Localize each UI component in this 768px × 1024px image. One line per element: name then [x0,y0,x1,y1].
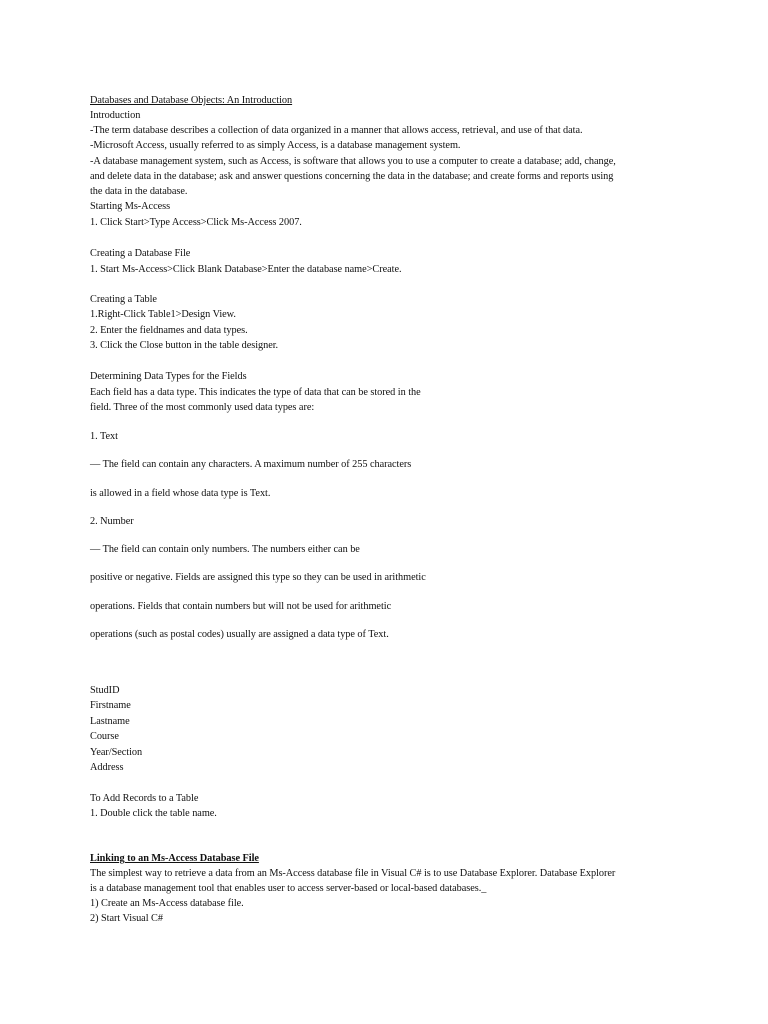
field-name: Year/Section [90,747,143,758]
creating-database-step-1: 1. Start Ms-Access>Click Blank Database>Enter the database name>Create. [90,264,402,275]
linking-step-1: 1) Create an Ms-Access database file. [90,898,244,909]
linking-paragraph-line-2 [90,881,690,896]
intro-paragraph-3-line-2: and delete data in the database; ask and answer questions concerning the data in the database; and create forms and reports using [90,171,614,182]
number-type-desc-line-1: — The field can contain only numbers. The numbers either can be [90,544,360,555]
text-type-desc-line-2: is allowed in a field whose data type is Text. [90,488,271,499]
number-type-desc-line-3: operations. Fields that contain numbers but will not be used for arithmetic [90,601,392,612]
creating-table-step-3: 3. Click the Close button in the table designer. [90,340,279,351]
intro-paragraph-2: -Microsoft Access, usually referred to as simply Access, is a database management system. [90,140,461,151]
data-types-heading: Determining Data Types for the Fields [90,371,247,382]
intro-heading: Introduction [90,110,141,121]
add-records-step-1: 1. Double click the table name. [90,808,217,819]
starting-step-1: 1. Click Start>Type Access>Click Ms-Access 2007. [90,217,302,228]
document-title: Databases and Database Objects: An Introduction [90,95,293,106]
intro-paragraph-3-line-3: the data in the database. [90,186,188,197]
text-type-desc-line-1: — The field can contain any characters. A maximum number of 255 characters [90,459,412,470]
intro-paragraph-3-line-1: -A database management system, such as Access, is software that allows you to use a computer to create a database; add, change, [90,156,616,167]
field-name: Firstname [90,700,131,711]
number-type-desc-line-4: operations (such as postal codes) usually are assigned a data type of Text. [90,629,389,640]
number-type-item: 2. Number [90,516,134,527]
data-types-intro-line-1: Each field has a data type. This indicates the type of data that can be stored in the [90,387,421,398]
linking-paragraph-line-1: The simplest way to retrieve a data from an Ms-Access database file in Visual C# is to use Database Explorer. Database Explorer [90,868,616,879]
linking-step-2: 2) Start Visual C# [90,913,163,924]
field-name: Lastname [90,716,130,727]
creating-table-step-1: 1.Right-Click Table1>Design View. [90,309,236,320]
field-name: StudID [90,685,120,696]
starting-heading: Starting Ms-Access [90,201,171,212]
field-name: Address [90,762,124,773]
data-types-intro-line-2: field. Three of the most commonly used data types are: [90,402,315,413]
add-records-heading: To Add Records to a Table [90,793,199,804]
text-type-item: 1. Text [90,431,118,442]
creating-table-step-2: 2. Enter the fieldnames and data types. [90,325,248,336]
creating-table-heading: Creating a Table [90,294,157,305]
creating-database-heading: Creating a Database File [90,248,191,259]
linking-paragraph-tail: _ [481,883,487,894]
number-type-desc-line-2: positive or negative. Fields are assigned this type so they can be used in arithmetic [90,572,426,583]
intro-paragraph-1: -The term database describes a collection of data organized in a manner that allows access, retrieval, and use of that data. [90,125,583,136]
field-name: Course [90,731,119,742]
linking-heading: Linking to an Ms-Access Database File [90,853,259,864]
linking-paragraph-text: is a database management tool that enables user to access server-based or local-based databases. [90,883,482,894]
